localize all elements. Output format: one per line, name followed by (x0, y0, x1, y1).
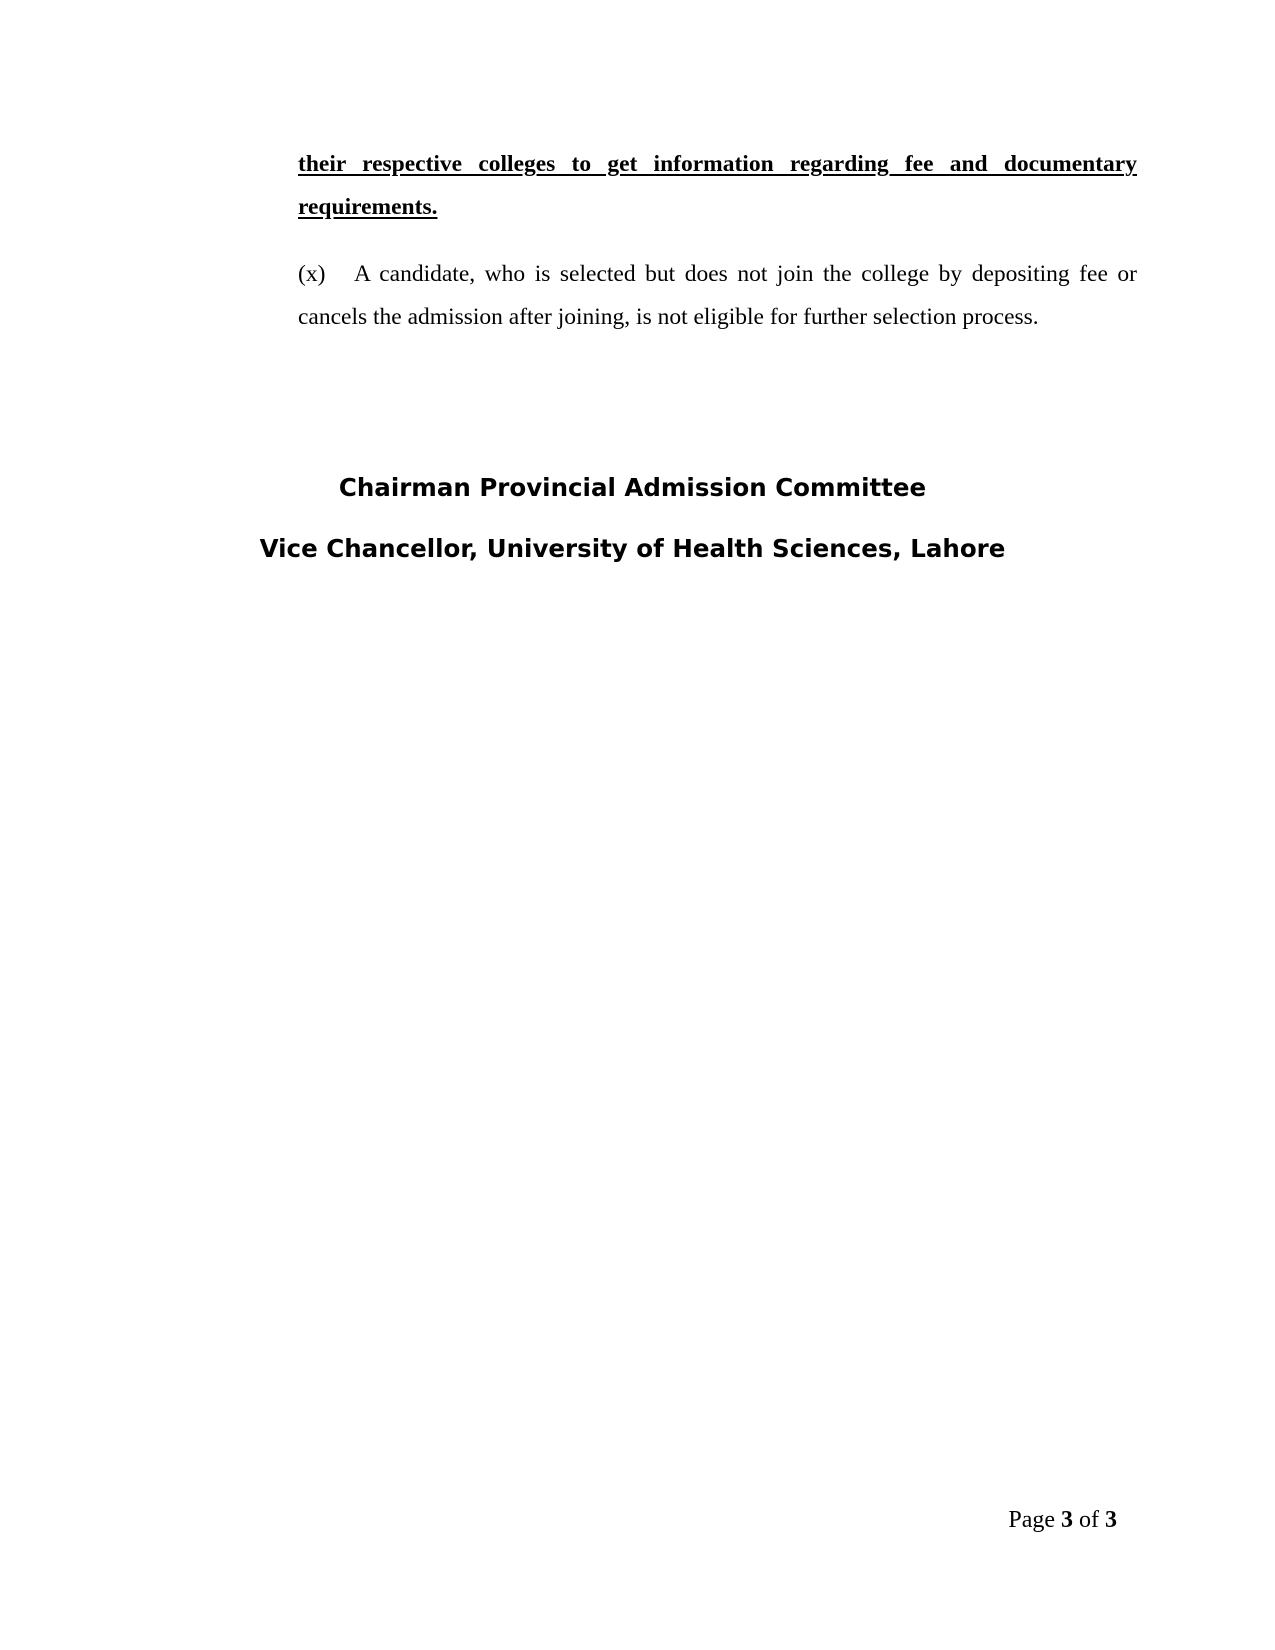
total-page-count: 3 (1105, 1507, 1117, 1533)
continued-paragraph: their respective colleges to get information regarding fee and documentary requirements. (298, 151, 1137, 220)
page-number-prefix: Page (1008, 1507, 1055, 1533)
clause-text: A candidate, who is selected but does not join the college by depositing fee or cancels the admission after joining, is not eligible for further selection process. (298, 261, 1137, 330)
clause-x (298, 253, 1137, 339)
page-number (1008, 1505, 1117, 1535)
clause-marker: (x) (298, 261, 326, 287)
signatory-title: Chairman Provincial Admission Committee (338, 473, 927, 502)
signatory-designation: Vice Chancellor, University of Health Sciences, Lahore (259, 534, 1006, 563)
page-number-separator: of (1079, 1507, 1099, 1533)
current-page-number: 3 (1061, 1507, 1073, 1533)
